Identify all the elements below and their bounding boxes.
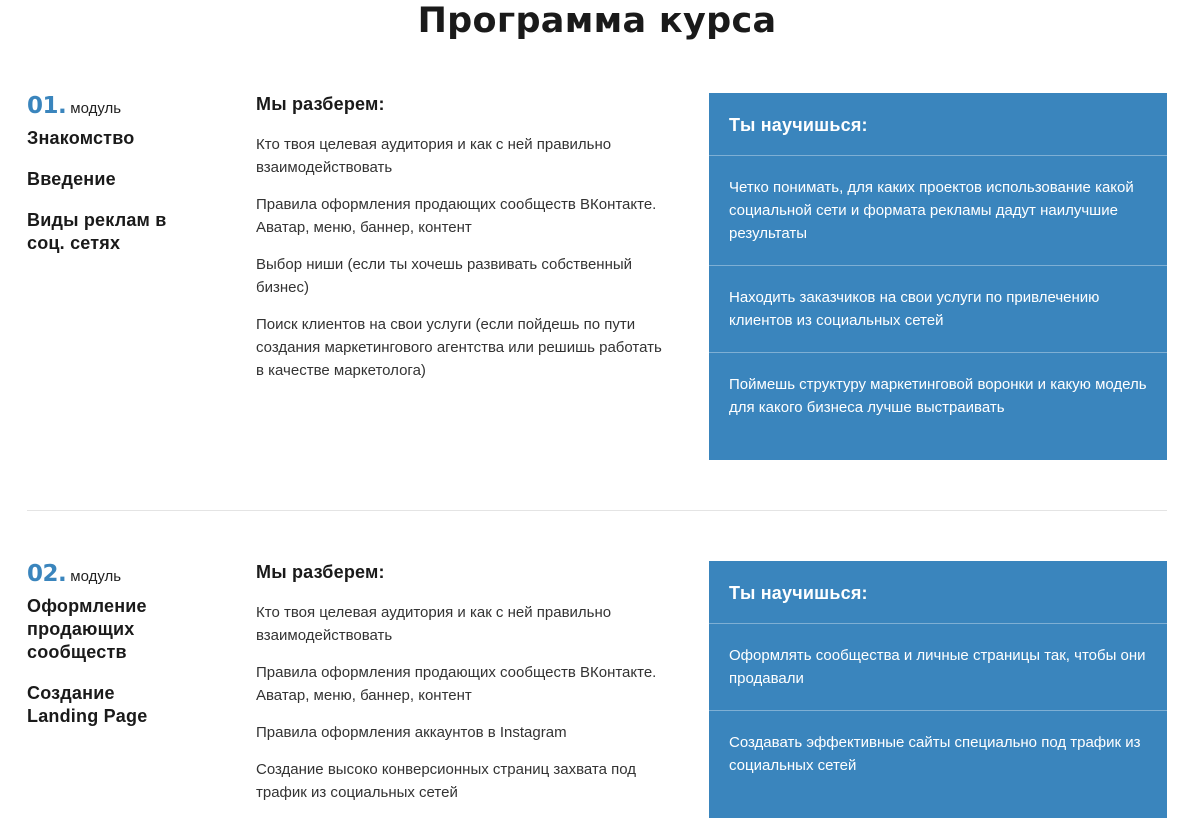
module-1 — [27, 93, 1167, 460]
module-topics — [27, 561, 207, 746]
learn-heading: Ты научишься: — [709, 561, 1167, 624]
module-2 — [27, 561, 1167, 818]
module-number-value: 02. — [27, 561, 67, 587]
learn-item: Оформлять сообщества и личные страницы так, чтобы они продавали — [709, 624, 1167, 711]
review-item: Правила оформления продающих сообществ ВКонтакте. Аватар, меню, баннер, контент — [256, 196, 657, 236]
topic: Оформление продающих сообществ — [27, 596, 147, 662]
topic: Введение — [27, 169, 116, 189]
topic: Создание Landing Page — [27, 683, 148, 726]
review-item: Поиск клиентов на свои услуги (если пойдешь по пути создания маркетингового агентства или решишь работать в качестве маркетолога) — [256, 316, 662, 379]
review-item: Выбор ниши (если ты хочешь развивать собственный бизнес) — [256, 256, 633, 296]
module-topics — [27, 93, 207, 273]
review-heading: Мы разберем: — [256, 562, 385, 582]
module-word: модуль — [70, 568, 122, 585]
learn-item: Четко понимать, для каких проектов использование какой социальной сети и формата рекламы дадут наилучшие результаты — [709, 156, 1167, 266]
review-item: Правила оформления продающих сообществ ВКонтакте. Аватар, меню, баннер, контент — [256, 664, 657, 704]
review-column — [256, 93, 686, 396]
review-item: Кто твоя целевая аудитория и как с ней правильно взаимодействовать — [256, 136, 612, 176]
learn-item: Находить заказчиков на свои услуги по привлечению клиентов из социальных сетей — [709, 266, 1167, 353]
module-word: модуль — [70, 100, 122, 117]
learn-box — [709, 93, 1167, 460]
module-number — [27, 561, 207, 595]
review-heading: Мы разберем: — [256, 94, 385, 114]
learn-heading: Ты научишься: — [709, 93, 1167, 156]
learn-box — [709, 561, 1167, 818]
review-item: Правила оформления аккаунтов в Instagram — [256, 724, 567, 741]
learn-item: Поймешь структуру маркетинговой воронки и какую модель для какого бизнеса лучше выстраивать — [729, 376, 1147, 416]
module-divider — [27, 510, 1167, 511]
review-column — [256, 561, 686, 818]
review-item: Создание высоко конверсионных страниц захвата под трафик из социальных сетей — [256, 761, 637, 801]
topic: Виды реклам в соц. сетях — [27, 210, 167, 253]
review-item: Кто твоя целевая аудитория и как с ней правильно взаимодействовать — [256, 604, 612, 644]
topic: Знакомство — [27, 128, 135, 148]
module-number — [27, 93, 207, 127]
learn-item: Создавать эффективные сайты специально под трафик из социальных сетей — [729, 734, 1141, 774]
page-title: Программа курса — [417, 1, 777, 41]
module-number-value: 01. — [27, 93, 67, 119]
